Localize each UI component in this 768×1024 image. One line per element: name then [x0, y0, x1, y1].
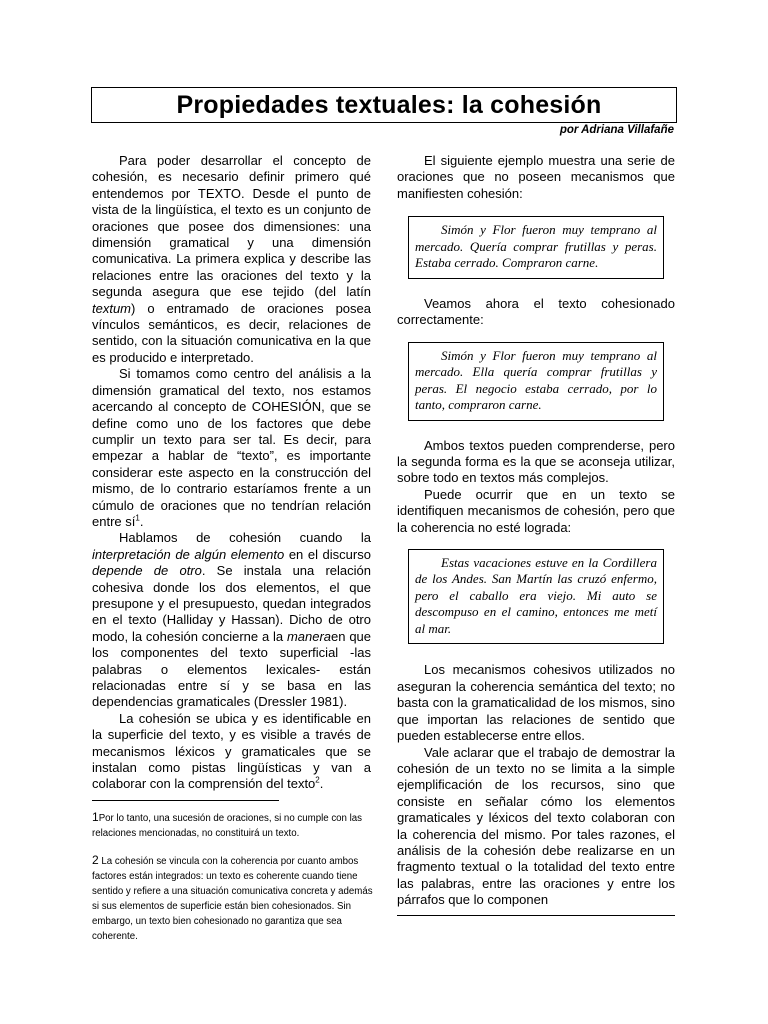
- page-title: Propiedades textuales: la cohesión: [176, 90, 602, 119]
- footnote-ref: 2: [315, 776, 320, 786]
- footnote-2: 2 La cohesión se vincula con la coherencia por cuanto ambos factores están integrados: un texto es coherente cuando tiene sentido y refiere a una situación comunicativa concreta y además si sus elementos de superficie están bien cohesionados. Sin embargo, un texto bien cohesionado no garantiza que sea coherente.: [92, 853, 373, 942]
- title-box: [91, 87, 677, 123]
- right-column: [397, 153, 675, 909]
- paragraph: Veamos ahora el texto cohesionado correctamente:: [397, 295, 675, 328]
- bottom-rule: [397, 915, 675, 916]
- left-column: [92, 153, 371, 793]
- footnote-1: 1Por lo tanto, una sucesión de oraciones, si no cumple con las relaciones mencionadas, no constituirá un texto.: [92, 810, 363, 839]
- example-box-1: Simón y Flor fueron muy temprano al mercado. Quería comprar frutillas y peras. Estaba cerrado. Compraron carne.: [408, 216, 664, 279]
- example-box-3: Estas vacaciones estuve en la Cordillera de los Andes. San Martín las cruzó enfermo, pero el caballo era viejo. Mi auto se descompuso en el camino, entonces me metí al mar.: [408, 549, 664, 645]
- paragraph: Ambos textos pueden comprenderse, pero la segunda forma es la que se aconseja utilizar, sobre todo en textos más complejos.: [397, 437, 675, 486]
- example-box-2: Simón y Flor fueron muy temprano al mercado. Ella quería comprar frutillas y peras. El negocio estaba cerrado, por lo tanto, compraron carne.: [408, 342, 664, 421]
- footnote-ref: 1: [135, 513, 140, 523]
- paragraph: La cohesión se ubica y es identificable en la superficie del texto, y es visible a través de mecanismos léxicos y gramaticales que se instalan como pistas lingüísticas y van a colaborar con la comprensión del texto$^2$.: [92, 710, 371, 792]
- paragraph: Vale aclarar que el trabajo de demostrar la cohesión de un texto no se limita a la simple ejemplificación de los recursos, sino que consiste en señalar cómo los elementos gramaticales y léxicos del texto colaboran con la coherencia del mismo. Por tales razones, el análisis de la cohesión debe realizarse en un fragmento textual o la totalidad del texto entre las palabras, entre las oraciones y entre los párrafos que lo componen: [397, 744, 675, 908]
- paragraph: Para poder desarrollar el concepto de cohesión, es necesario definir primero qué entendemos por TEXTO. Desde el punto de vista de la lingüística, el texto es un conjunto de oraciones que posee dos dimensiones: una dimensión gramatical y una dimensión comunicativa. La primera explica y describe las relaciones entre las oraciones del texto y la segunda asegura que ese tejido (del latín textum) o entramado de oraciones posea vínculos semánticos, es decir, relaciones de sentido, con la situación comunicativa en la que es producido e interpretado.: [92, 153, 371, 365]
- paragraph: El siguiente ejemplo muestra una serie de oraciones que no poseen mecanismos que manifiesten cohesión:: [397, 153, 675, 201]
- footnote-separator: [92, 800, 279, 801]
- author-line: por Adriana Villafañe: [559, 124, 674, 136]
- paragraph: Los mecanismos cohesivos utilizados no aseguran la coherencia semántica del texto; no basta con la gramaticalidad de los mismos, sino que importan las relaciones de sentido que pueden establecerse entre ellos.: [397, 662, 675, 744]
- paragraph: Hablamos de cohesión cuando la interpretación de algún elemento en el discurso depende de otro. Se instala una relación cohesiva donde los dos elementos, el que presupone y el presupuesto, quedan integrados en el texto (Halliday y Hassan). Dicho de otro modo, la cohesión concierne a la maneraen que los componentes del texto superficial -las palabras o elementos lexicales- están relacionadas entre sí y se basa en las dependencias gramaticales (Dressler 1981).: [92, 530, 372, 710]
- paragraph: Si tomamos como centro del análisis a la dimensión gramatical del texto, nos estamos acercando al concepto de COHESIÓN, que se define como uno de los factores que debe cumplir un texto para ser tal. Es decir, para empezar a hablar de “texto”, es importante considerar este aspecto en la construcción del mismo, de lo contrario estaríamos frente a un cúmulo de oraciones que no tendrían relación entre $sí^1$.: [92, 366, 371, 529]
- paragraph: Puede ocurrir que en un texto se identifiquen mecanismos de cohesión, pero que la coherencia no esté lograda:: [397, 486, 675, 535]
